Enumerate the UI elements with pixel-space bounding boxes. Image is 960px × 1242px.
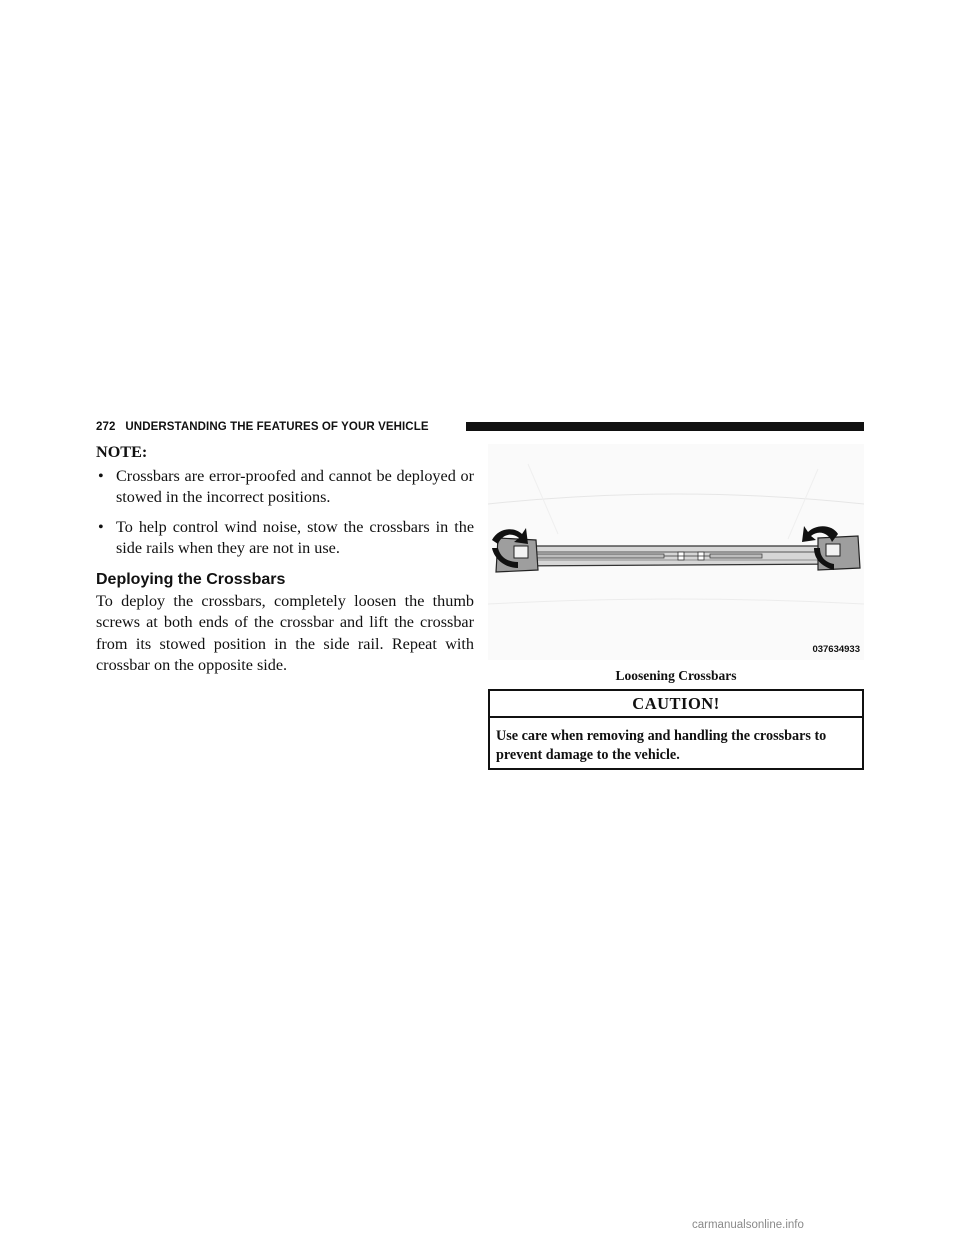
page-header	[96, 420, 864, 434]
watermark-text: carmanualsonline.info	[692, 1219, 804, 1231]
note-heading: NOTE:	[96, 443, 148, 461]
header-rule	[466, 422, 864, 431]
section-heading: Deploying the Crossbars	[96, 570, 286, 588]
note-bullet-text: To help control wind noise, stow the crossbars in the side rails when they are not in use.	[116, 517, 474, 557]
page-number: 272	[96, 421, 116, 433]
section-paragraph: To deploy the crossbars, completely loosen the thumb screws at both ends of the crossbar and lift the crossbar from its stowed position in the side rail. Repeat with crossbar on the opposite side.	[96, 591, 474, 674]
chapter-title: UNDERSTANDING THE FEATURES OF YOUR VEHICLE	[125, 421, 429, 433]
left-column	[96, 442, 474, 677]
figure-caption: Loosening Crossbars	[615, 668, 737, 683]
caution-title: CAUTION!	[490, 691, 862, 718]
bullet-dot: •	[98, 466, 104, 485]
caution-body: Use care when removing and handling the crossbars to prevent damage to the vehicle.	[496, 728, 827, 763]
crossbar-illustration	[488, 444, 864, 660]
note-bullet-text: Crossbars are error-proofed and cannot be deployed or stowed in the incorrect positions.	[116, 466, 474, 506]
crossbar-figure	[488, 444, 864, 660]
note-bullet-item	[96, 517, 474, 560]
note-bullet-item	[96, 466, 474, 509]
header-text	[96, 420, 429, 434]
bullet-dot: •	[98, 517, 104, 536]
caution-box	[488, 689, 864, 770]
figure-id-label: 037634933	[812, 644, 860, 655]
